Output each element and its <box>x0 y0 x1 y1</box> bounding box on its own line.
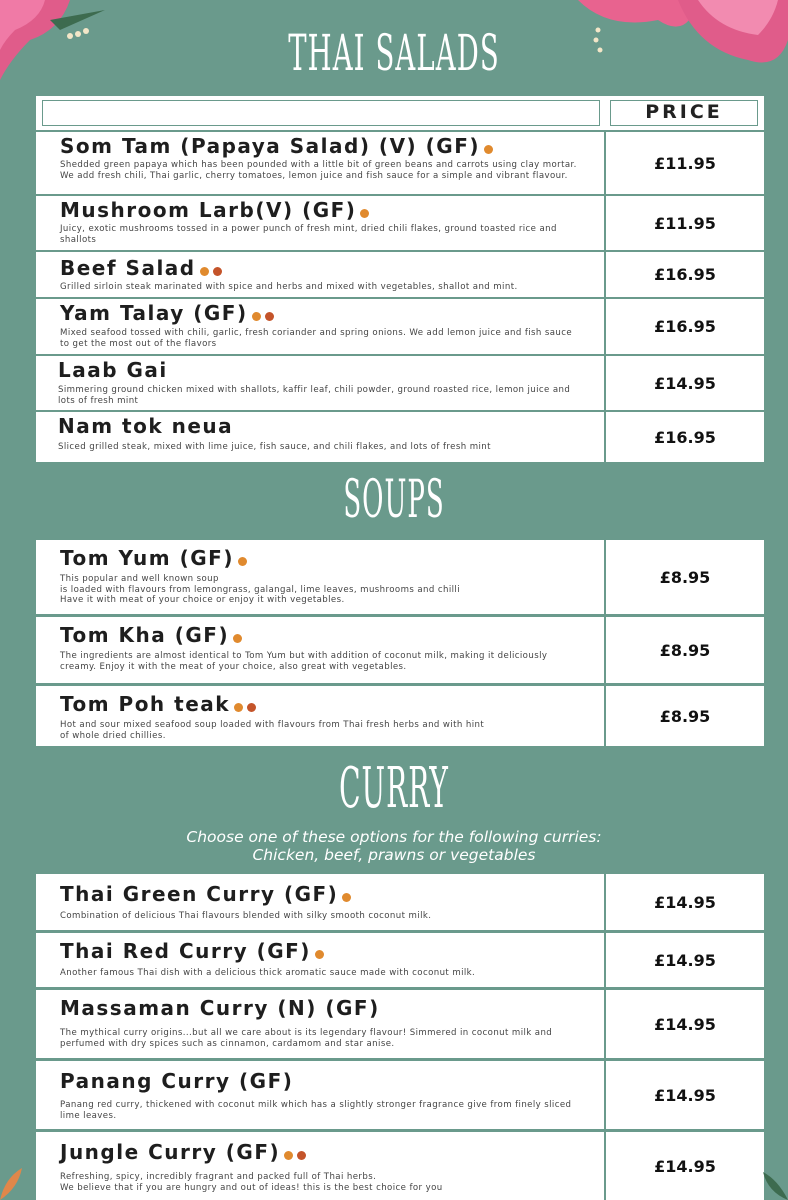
item-name: Nam tok neua <box>58 414 234 438</box>
spice-level-icon <box>196 258 222 282</box>
item-price: £11.95 <box>654 153 716 173</box>
menu-item-laab-gai <box>36 356 764 410</box>
spice-level-icon <box>356 200 369 224</box>
leaf-left-icon <box>0 1168 30 1200</box>
item-description: Another famous Thai dish with a delicious thick aromatic sauce made with coconut milk. <box>60 968 476 978</box>
leaf-right-icon <box>758 1170 788 1200</box>
item-price: £14.95 <box>654 1085 716 1105</box>
item-name: Som Tam (Papaya Salad) (V) (GF) <box>60 134 481 158</box>
menu-item-tom-kha <box>36 617 764 683</box>
item-price: £8.95 <box>659 567 711 587</box>
item-description: This popular and well known soup is loaded with flavours from lemongrass, galangal, lime leaves, mushrooms and chilli Have it with meat of your choice or enjoy it with vegetables. <box>60 574 460 605</box>
item-name: Thai Green Curry (GF) <box>60 882 339 906</box>
price-header: PRICE <box>610 100 758 126</box>
curry-note-line-1: Choose one of these options for the following curries: <box>186 828 602 846</box>
menu-item-thai-green-curry <box>36 874 764 930</box>
item-price: £14.95 <box>654 1014 716 1034</box>
spice-level-icon <box>280 1142 306 1166</box>
item-name: Tom Poh teak <box>60 692 231 716</box>
item-name: Beef Salad <box>60 256 196 280</box>
section-title-soups: SOUPS <box>343 470 445 530</box>
item-name: Panang Curry (GF) <box>60 1069 294 1093</box>
menu-item-massaman-curry <box>36 990 764 1058</box>
spice-level-icon <box>480 136 493 160</box>
item-price: £14.95 <box>654 892 716 912</box>
item-name: Thai Red Curry (GF) <box>60 939 311 963</box>
item-name: Mushroom Larb(V) (GF) <box>60 198 357 222</box>
item-description: The ingredients are almost identical to Tom Yum but with addition of coconut milk, making it deliciously creamy. Enjoy it with the meat of your choice, also great with vegetables. <box>60 651 548 672</box>
menu-item-som-tam <box>36 132 764 194</box>
table-header <box>36 96 764 130</box>
item-name: Tom Yum (GF) <box>60 546 234 570</box>
item-name: Yam Talay (GF) <box>60 301 248 325</box>
item-description: The mythical curry origins...but all we care about is its legendary flavour! Simmered in coconut milk and perfumed with dry spices such as cinnamon, cardamom and star anise. <box>60 1028 553 1049</box>
menu-item-tom-poh-teak <box>36 686 764 746</box>
spice-level-icon <box>229 625 242 649</box>
spice-level-icon <box>234 548 247 572</box>
spice-level-icon <box>311 941 324 965</box>
item-name: Jungle Curry (GF) <box>60 1140 281 1164</box>
section-title-curry: CURRY <box>339 756 449 821</box>
curry-options-note <box>0 828 788 864</box>
item-description: Mixed seafood tossed with chili, garlic, fresh coriander and spring onions. We add lemon juice and fish sauce to get the most out of the flavors <box>60 328 573 349</box>
menu-item-thai-red-curry <box>36 933 764 987</box>
spice-level-icon <box>338 884 351 908</box>
item-price: £14.95 <box>654 373 716 393</box>
menu-item-jungle-curry <box>36 1132 764 1200</box>
item-price: £14.95 <box>654 1156 716 1176</box>
item-description: Shedded green papaya which has been pounded with a little bit of green beans and carrots using clay mortar. We add fresh chili, Thai garlic, cherry tomatoes, lemon juice and fish sauce for a simple and vibrant flavour. <box>60 160 577 181</box>
item-price: £11.95 <box>654 213 716 233</box>
item-price: £8.95 <box>659 706 711 726</box>
item-description: Panang red curry, thickened with coconut milk which has a slightly stronger fragrance give from finely sliced lime leaves. <box>60 1100 572 1121</box>
item-description: Sliced grilled steak, mixed with lime juice, fish sauce, and chili flakes, and lots of fresh mint <box>58 442 491 452</box>
item-name: Tom Kha (GF) <box>60 623 230 647</box>
section-title-salads: THAI SALADS <box>288 24 500 82</box>
item-description: Juicy, exotic mushrooms tossed in a power punch of fresh mint, dried chili flakes, ground toasted rice and shallots <box>60 224 557 245</box>
spice-level-icon <box>230 694 256 718</box>
item-price: £14.95 <box>654 950 716 970</box>
item-price: £16.95 <box>654 427 716 447</box>
curry-note-line-2: Chicken, beef, prawns or vegetables <box>252 846 536 864</box>
item-description: Grilled sirloin steak marinated with spice and herbs and mixed with vegetables, shallot and mint. <box>60 282 518 292</box>
menu-item-yam-talay <box>36 299 764 354</box>
item-price: £8.95 <box>659 640 711 660</box>
item-description: Simmering ground chicken mixed with shallots, kaffir leaf, chili powder, ground roasted rice, lemon juice and lots of fresh mint <box>58 385 571 406</box>
menu-item-panang-curry <box>36 1061 764 1129</box>
menu-item-nam-tok-neua <box>36 412 764 462</box>
item-description: Refreshing, spicy, incredibly fragrant and packed full of Thai herbs. We believe that if you are hungry and out of ideas! this is the best choice for you <box>60 1172 443 1193</box>
item-name: Laab Gai <box>58 358 168 382</box>
menu-item-tom-yum <box>36 540 764 614</box>
menu-item-beef-salad <box>36 252 764 297</box>
item-price: £16.95 <box>654 317 716 336</box>
item-description: Combination of delicious Thai flavours blended with silky smooth coconut milk. <box>60 911 432 921</box>
header-blank-cell <box>42 100 600 126</box>
item-description: Hot and sour mixed seafood soup loaded with flavours from Thai fresh herbs and with hint of whole dried chillies. <box>60 720 485 741</box>
menu-item-mushroom-larb <box>36 196 764 250</box>
item-price: £16.95 <box>654 265 716 284</box>
hibiscus-flower-left-icon <box>0 0 110 90</box>
spice-level-icon <box>248 303 274 327</box>
item-name: Massaman Curry (N) (GF) <box>60 996 380 1020</box>
